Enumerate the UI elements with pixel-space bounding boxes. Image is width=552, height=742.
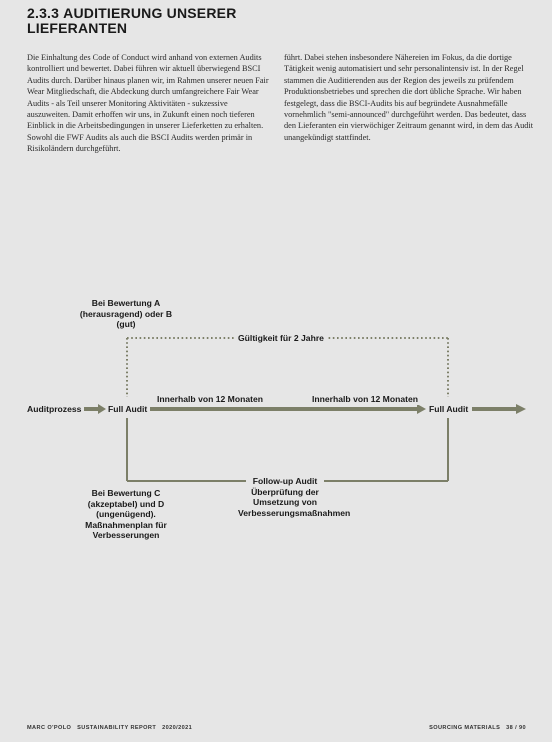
validity-label: Gültigkeit für 2 Jahre [238,333,324,343]
footer-report: SUSTAINABILITY REPORT [77,725,157,731]
section-title: AUDITIERUNG UNSERER LIEFERANTEN [27,5,237,36]
footer-right [429,725,526,731]
footer-section: SOURCING MATERIALS [429,725,501,731]
full-audit-left-label: Full Audit [108,404,148,414]
section-number: 2.3.3 [27,5,60,21]
full-audit-right-label: Full Audit [429,404,469,414]
start-label: Auditprozess [27,404,82,414]
end-arrow-head [516,404,526,414]
rating-bad-label: Bei Bewertung C (akzeptabel) und D (ungenügend). Maßnahmenplan für Verbesserungen [85,488,167,540]
paragraph-right: führt. Dabei stehen insbesondere Nähereien im Fokus, da die dortige Tätigkeit wenig automatisiert und sehr personalintensiv ist. In der Regel stammen die Auditierenden aus der Region des jeweils zu prüfendem Produktionsbetriebes und sprechen die dort übliche Sprache. Wir haben festgelegt, dass die BSCI-Audits bis auf begründete Ausnahmefälle vornehmlich "semi-announced" durchgeführt werden. Das bedeutet, dass den Lieferanten ein vierwöchiger Zeitraum genannt wird, in dem das Audit unangekündigt stattfindet. [284,53,534,142]
start-arrow-head [98,404,106,414]
main-arrow-head [417,404,426,414]
within-12-months-label-2: Innerhalb von 12 Monaten [312,394,419,404]
followup-label: Follow-up Audit Überprüfung der Umsetzung von Verbesserungsmaßnahmen [238,476,351,518]
footer-year: 2020/2021 [162,725,193,731]
paragraph-left: Die Einhaltung des Code of Conduct wird anhand von externen Audits kontrolliert und bewertet. Dabei führen wir aktuell überwiegend BSCI Audits durch. Darüber hinaus planen wir, im Rahmen unserer neuen Fair Wear Mitgliedschaft, die Abdeckung durch umfangreichere Fair Wear Audits - als Teil unserer Monitoring Aktivitäten - sukzessive auszuweiten. Damit erhoffen wir uns, in Zukunft einen noch tieferen Einblick in die Arbeitsbedingungen in unserer Lieferketten zu erhalten. Sowohl die FWF Audits als auch die BSCI Audits werden primär in Risikoländern durchgeführt. [27,53,269,154]
footer-brand: MARC O'POLO [27,725,72,731]
footer-left [27,725,192,731]
rating-good-label: Bei Bewertung A (herausragend) oder B (gut) [79,298,173,329]
within-12-months-label-1: Innerhalb von 12 Monaten [157,394,264,404]
page-number: 38 / 90 [506,725,526,731]
